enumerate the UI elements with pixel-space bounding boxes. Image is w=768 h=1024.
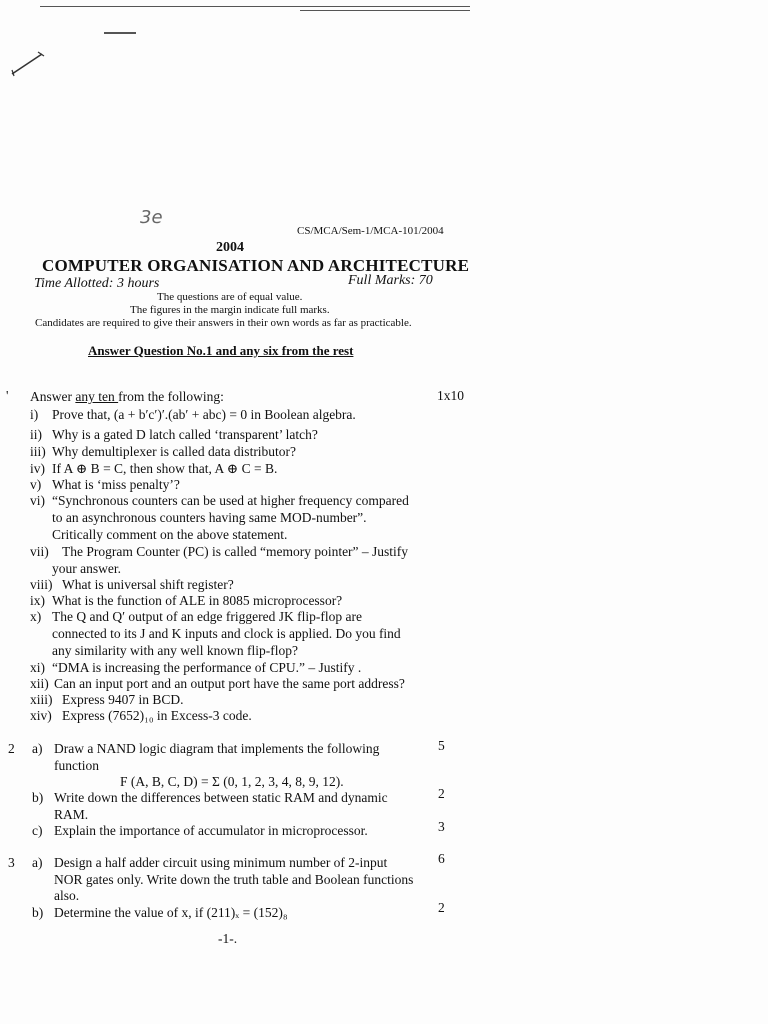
q1-item-text: The Q and Q′ output of an edge friggered JK flip-flop are: [52, 609, 362, 624]
q1-item-text: any similarity with any well known flip-flop?: [52, 643, 298, 658]
q1-item-text: “Synchronous counters can be used at higher frequency compared: [52, 493, 409, 508]
q1-intro-underlined: any ten: [75, 389, 119, 404]
q3a-text: NOR gates only. Write down the truth table and Boolean functions: [54, 872, 414, 887]
q1-item-num: viii): [30, 577, 53, 592]
page-number: -1-.: [218, 931, 238, 946]
q1-item-num: vi): [30, 493, 45, 508]
q1-item-text: What is ‘miss penalty’?: [52, 477, 180, 492]
q1-item-text: Prove that, (a + b′c′)′.(ab′ + abc) = 0 in Boolean algebra.: [52, 407, 356, 422]
q1-item-text: What is the function of ALE in 8085 microprocessor?: [52, 593, 343, 608]
full-marks: Full Marks: 70: [348, 273, 433, 288]
q1-item-num: vii): [30, 544, 49, 559]
q2a-label: a): [32, 741, 43, 756]
q1-item-text: Critically comment on the above statement.: [52, 527, 288, 542]
q3b-text: Determine the value of x, if (211)ₓ = (152)₈: [54, 905, 288, 920]
q1-item-num: xi): [30, 660, 45, 675]
scan-line-top-2: [300, 10, 470, 11]
q1-item-text: Can an input port and an output port have the same port address?: [54, 676, 405, 691]
paper-code: CS/MCA/Sem-1/MCA-101/2004: [297, 225, 444, 237]
q1-item-text: What is universal shift register?: [62, 577, 234, 592]
q2c-label: c): [32, 823, 43, 838]
q1-item-text: your answer.: [52, 561, 121, 576]
q1-item-text: Why is a gated D latch called ‘transparent’ latch?: [52, 427, 318, 442]
q1-item-text: Why demultiplexer is called data distributor?: [52, 444, 297, 459]
q2-number: 2: [8, 741, 15, 756]
q1-item-num: iv): [30, 461, 45, 476]
exam-year: 2004: [216, 240, 244, 255]
q1-item-num: i): [30, 407, 39, 422]
q3a-marks: 6: [438, 851, 445, 866]
q1-item-num: ix): [30, 593, 45, 608]
q1-margin-mark: ': [6, 388, 9, 403]
q1-item-text: to an asynchronous counters having same MOD-number”.: [52, 510, 367, 525]
q3b-label: b): [32, 905, 44, 920]
q3a-text: also.: [54, 888, 80, 903]
q1-intro-post: from the following:: [118, 389, 224, 404]
q3b-marks: 2: [438, 900, 445, 915]
q2a-marks: 5: [438, 738, 445, 753]
note-own-words: Candidates are required to give their answers in their own words as far as practicable.: [35, 317, 412, 329]
q2b-text: RAM.: [54, 807, 89, 822]
q2c-marks: 3: [438, 819, 445, 834]
paper-title: COMPUTER ORGANISATION AND ARCHITECTURE: [42, 256, 470, 275]
pen-mark-icon: [8, 48, 48, 80]
q1-item-text: “DMA is increasing the performance of CPU.” – Justify .: [52, 660, 362, 675]
handwritten-mark: 3e: [140, 207, 163, 228]
q2a-text: function: [54, 758, 99, 773]
scan-line-top: [40, 6, 470, 7]
q1-item-text: Express (7652)₁₀ in Excess-3 code.: [62, 708, 252, 723]
q2b-marks: 2: [438, 786, 445, 801]
q1-item-num: x): [30, 609, 42, 624]
q2c-text: Explain the importance of accumulator in microprocessor.: [54, 823, 368, 838]
instruction: Answer Question No.1 and any six from the rest: [88, 343, 354, 358]
q3a-text: Design a half adder circuit using minimum number of 2-input: [54, 855, 388, 870]
time-allotted: Time Allotted: 3 hours: [34, 276, 160, 291]
q3a-label: a): [32, 855, 43, 870]
q1-item-num: v): [30, 477, 42, 492]
q1-item-num: xiii): [30, 692, 53, 707]
q1-item-num: xiv): [30, 708, 52, 723]
q1-intro-pre: Answer: [30, 389, 76, 404]
q1-item-text: connected to its J and K inputs and clock is applied. Do you find: [52, 626, 401, 641]
q1-item-text: If A ⊕ B = C, then show that, A ⊕ C = B.: [52, 461, 278, 476]
q1-item-num: iii): [30, 444, 46, 459]
q1-item-num: ii): [30, 427, 42, 442]
q2a-formula: F (A, B, C, D) = Σ (0, 1, 2, 3, 4, 8, 9, 12).: [120, 774, 344, 789]
q2b-label: b): [32, 790, 44, 805]
q1-item-num: xii): [30, 676, 49, 691]
q1-item-text: The Program Counter (PC) is called “memory pointer” – Justify: [62, 544, 409, 559]
note-equal-value: The questions are of equal value.: [157, 291, 303, 303]
note-margin-marks: The figures in the margin indicate full marks.: [130, 304, 330, 316]
q3-number: 3: [8, 855, 15, 870]
q1-item-text: Express 9407 in BCD.: [62, 692, 184, 707]
scan-mark: [104, 32, 136, 34]
q1-marks: 1x10: [437, 388, 464, 403]
q2b-text: Write down the differences between static RAM and dynamic: [54, 790, 388, 805]
q2a-text: Draw a NAND logic diagram that implements the following: [54, 741, 380, 756]
q1-intro: [30, 388, 224, 405]
